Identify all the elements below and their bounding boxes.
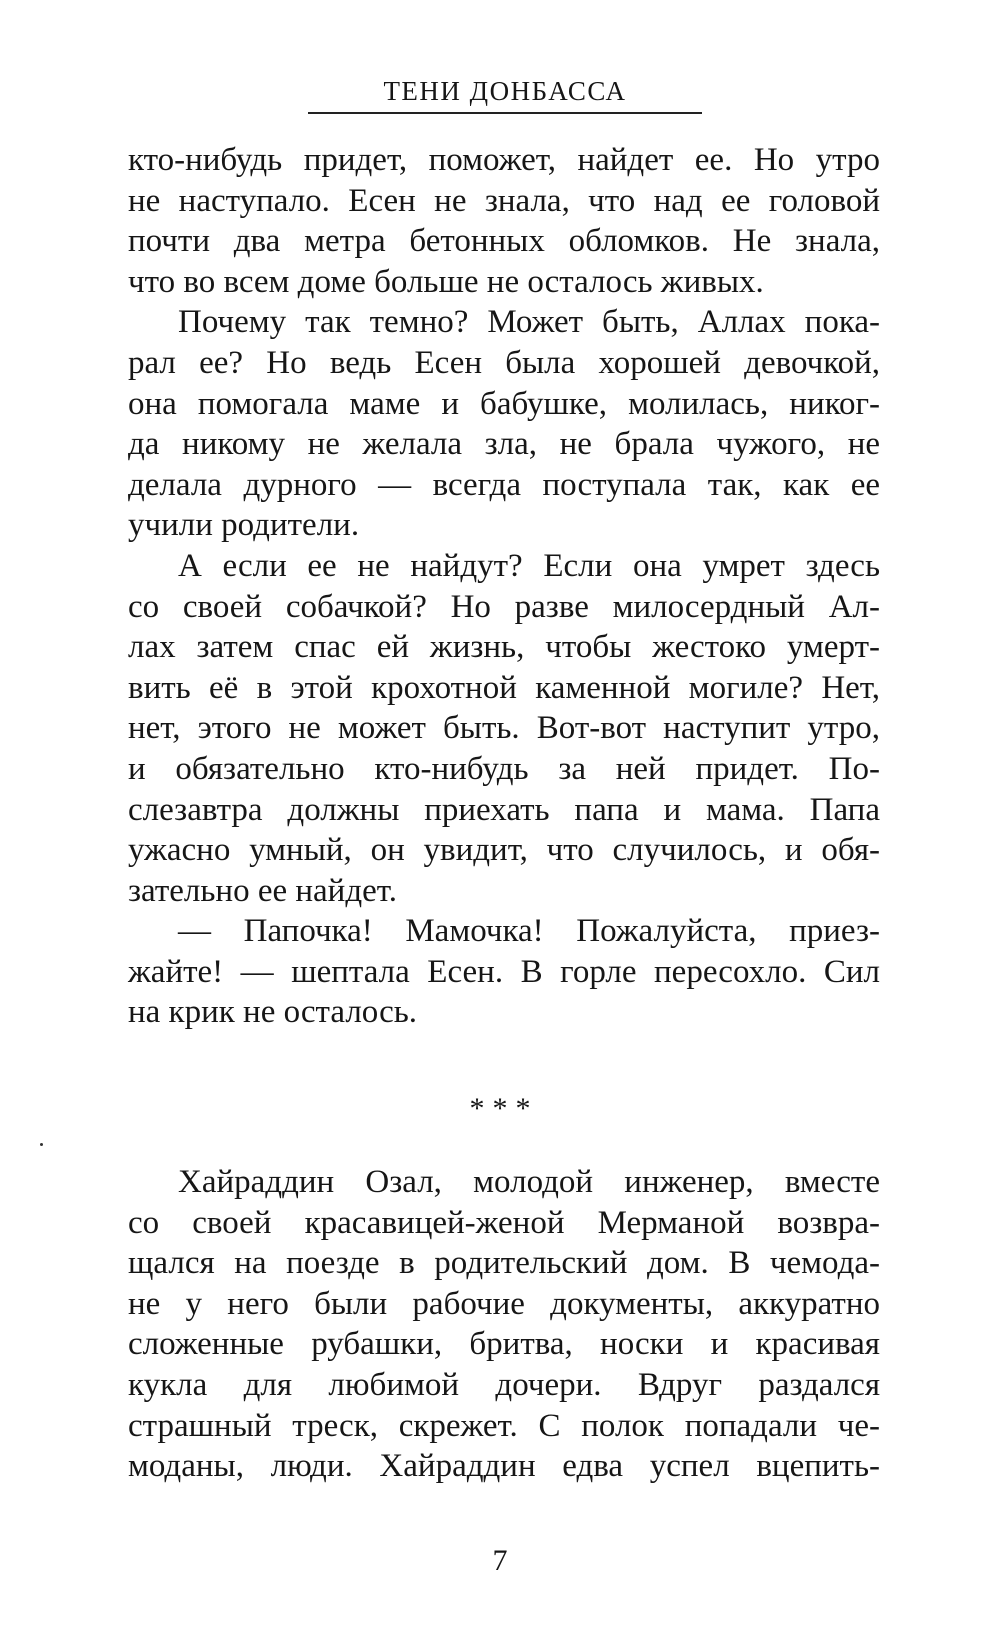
text-line: жайте! — шептала Есен. В горле пересохло. Сил [128, 953, 880, 990]
text-line: слезавтра должны приехать папа и мама. Папа [128, 791, 880, 828]
text-line: со своей собачкой? Но разве милосердный Ал- [128, 588, 880, 625]
text-line: кукла для любимой дочери. Вдруг раздался [128, 1366, 880, 1403]
text-line: — Папочка! Мамочка! Пожалуйста, приез- [178, 913, 880, 950]
text-line: что во всем доме больше не осталось живых. [128, 263, 764, 300]
print-speck [40, 1143, 43, 1146]
text-line: вить её в этой крохотной каменной могиле? Нет, [128, 669, 880, 706]
text-line: да никому не желала зла, не брала чужого, не [128, 426, 880, 463]
text-line: моданы, люди. Хайраддин едва успел вцепить- [128, 1448, 880, 1485]
text-line: зательно ее найдет. [128, 872, 397, 909]
text-block-1 [128, 140, 880, 1033]
text-line: не наступало. Есен не знала, что над ее головой [128, 182, 880, 219]
text-line: Почему так темно? Может быть, Аллах пока- [178, 304, 880, 341]
text-line: на крик не осталось. [128, 994, 418, 1031]
text-line: нет, этого не может быть. Вот-вот наступит утро, [128, 710, 880, 747]
text-line: кто-нибудь придет, поможет, найдет ее. Но утро [128, 142, 880, 178]
text-line: делала дурного — всегда поступала так, как ее [128, 466, 880, 503]
text-line: почти два метра бетонных обломков. Не знала, [128, 223, 880, 260]
running-title: ТЕНИ ДОНБАССА [383, 76, 627, 106]
text-line: ужасно умный, он увидит, что случилось, и обя- [128, 832, 880, 869]
text-line: она помогала маме и бабушке, молилась, никог- [128, 385, 880, 422]
page-number: 7 [492, 1544, 508, 1577]
text-line: не у него были рабочие документы, аккуратно [128, 1285, 880, 1322]
text-block-2 [128, 1162, 880, 1487]
text-line: А если ее не найдут? Если она умрет здесь [178, 547, 880, 584]
text-line: Хайраддин Озал, молодой инженер, вместе [178, 1164, 880, 1200]
text-line: сложенные рубашки, бритва, носки и красивая [128, 1326, 880, 1363]
text-line: страшный треск, скрежет. С полок попадали че- [128, 1407, 880, 1444]
text-line: и обязательно кто-нибудь за ней придет. По- [128, 750, 880, 787]
text-line: со своей красавицей-женой Мерманой возвра- [128, 1204, 880, 1241]
header-rule [308, 112, 702, 114]
text-line: щался на поезде в родительский дом. В чемода- [128, 1245, 880, 1282]
text-line: учили родители. [128, 507, 360, 544]
section-separator: *** [469, 1092, 539, 1125]
text-line: рал ее? Но ведь Есен была хорошей девочкой, [128, 344, 880, 381]
text-line: лах затем спас ей жизнь, чтобы жестоко умерт- [128, 629, 880, 666]
